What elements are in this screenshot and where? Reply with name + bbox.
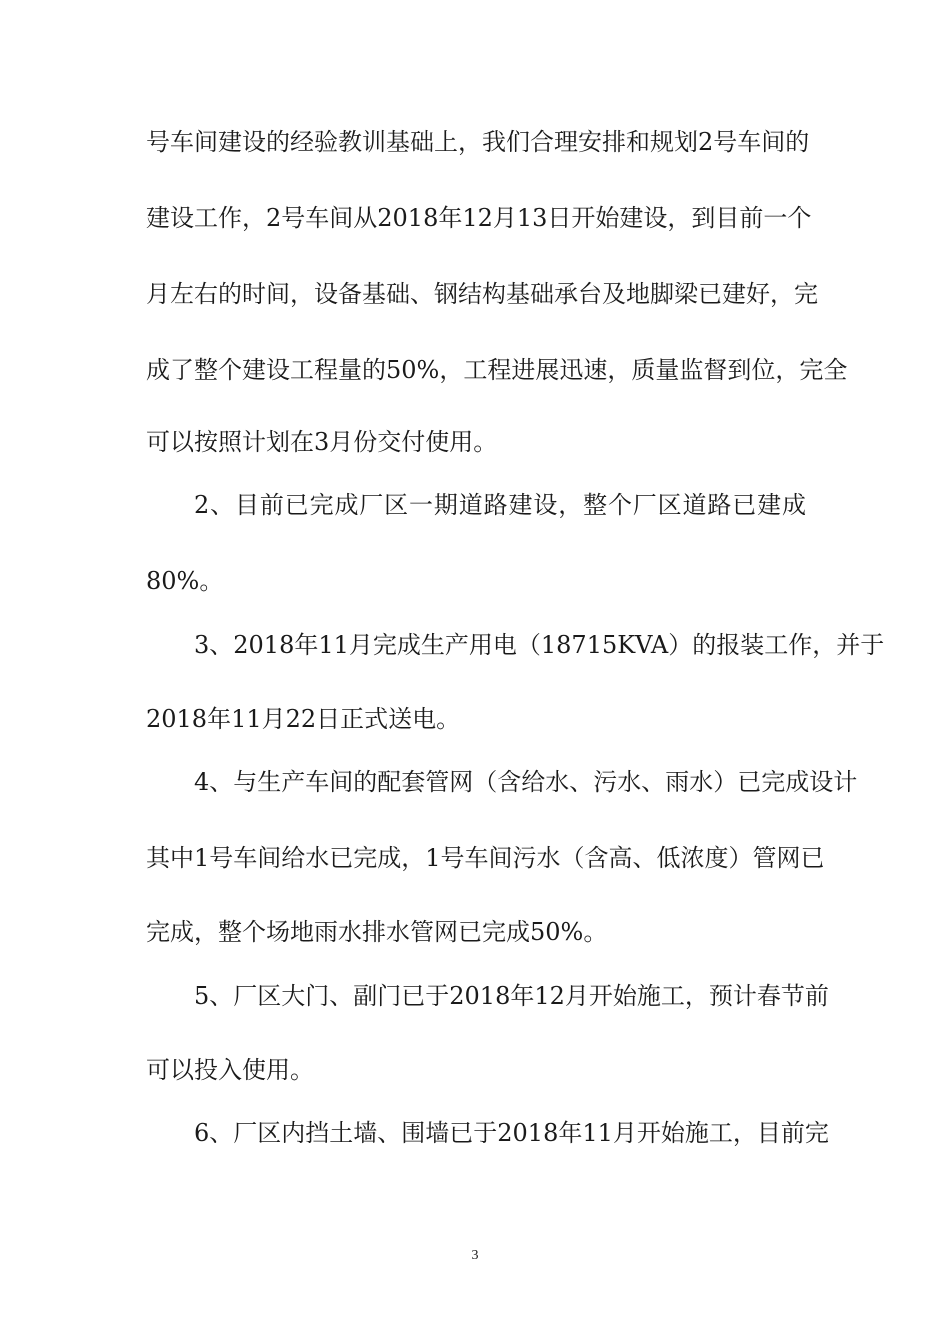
page-number: 3 xyxy=(471,1248,479,1263)
text-line: 月左右的时间，设备基础、钢结构基础承台及地脚梁已建好，完 xyxy=(146,280,818,308)
text-line: 2018年11月22日正式送电。 xyxy=(146,705,461,733)
text-line: 号车间建设的经验教训基础上，我们合理安排和规划2号车间的 xyxy=(146,128,810,156)
text-line: 完成，整个场地雨水排水管网已完成50%。 xyxy=(146,918,608,946)
paragraph-2-line: 2、目前已完成厂区一期道路建设，整个厂区道路已建成 xyxy=(194,491,806,519)
paragraph-6-line: 6、厂区内挡土墙、围墙已于2018年11月开始施工，目前完 xyxy=(194,1119,829,1147)
text-line: 建设工作，2号车间从2018年12月13日开始建设，到目前一个 xyxy=(146,204,812,232)
text-line: 80%。 xyxy=(146,567,224,595)
text-line: 其中1号车间给水已完成，1号车间污水（含高、低浓度）管网已 xyxy=(146,844,825,872)
text-line: 可以按照计划在3月份交付使用。 xyxy=(146,428,498,456)
paragraph-3-line: 3、2018年11月完成生产用电（18715KVA）的报装工作，并于 xyxy=(194,631,885,659)
text-line: 可以投入使用。 xyxy=(146,1056,314,1084)
text-line: 成了整个建设工程量的50%，工程进展迅速，质量监督到位，完全 xyxy=(146,356,848,384)
paragraph-5-line: 5、厂区大门、副门已于2018年12月开始施工，预计春节前 xyxy=(194,982,829,1010)
paragraph-4-line: 4、与生产车间的配套管网（含给水、污水、雨水）已完成设计 xyxy=(194,768,858,796)
